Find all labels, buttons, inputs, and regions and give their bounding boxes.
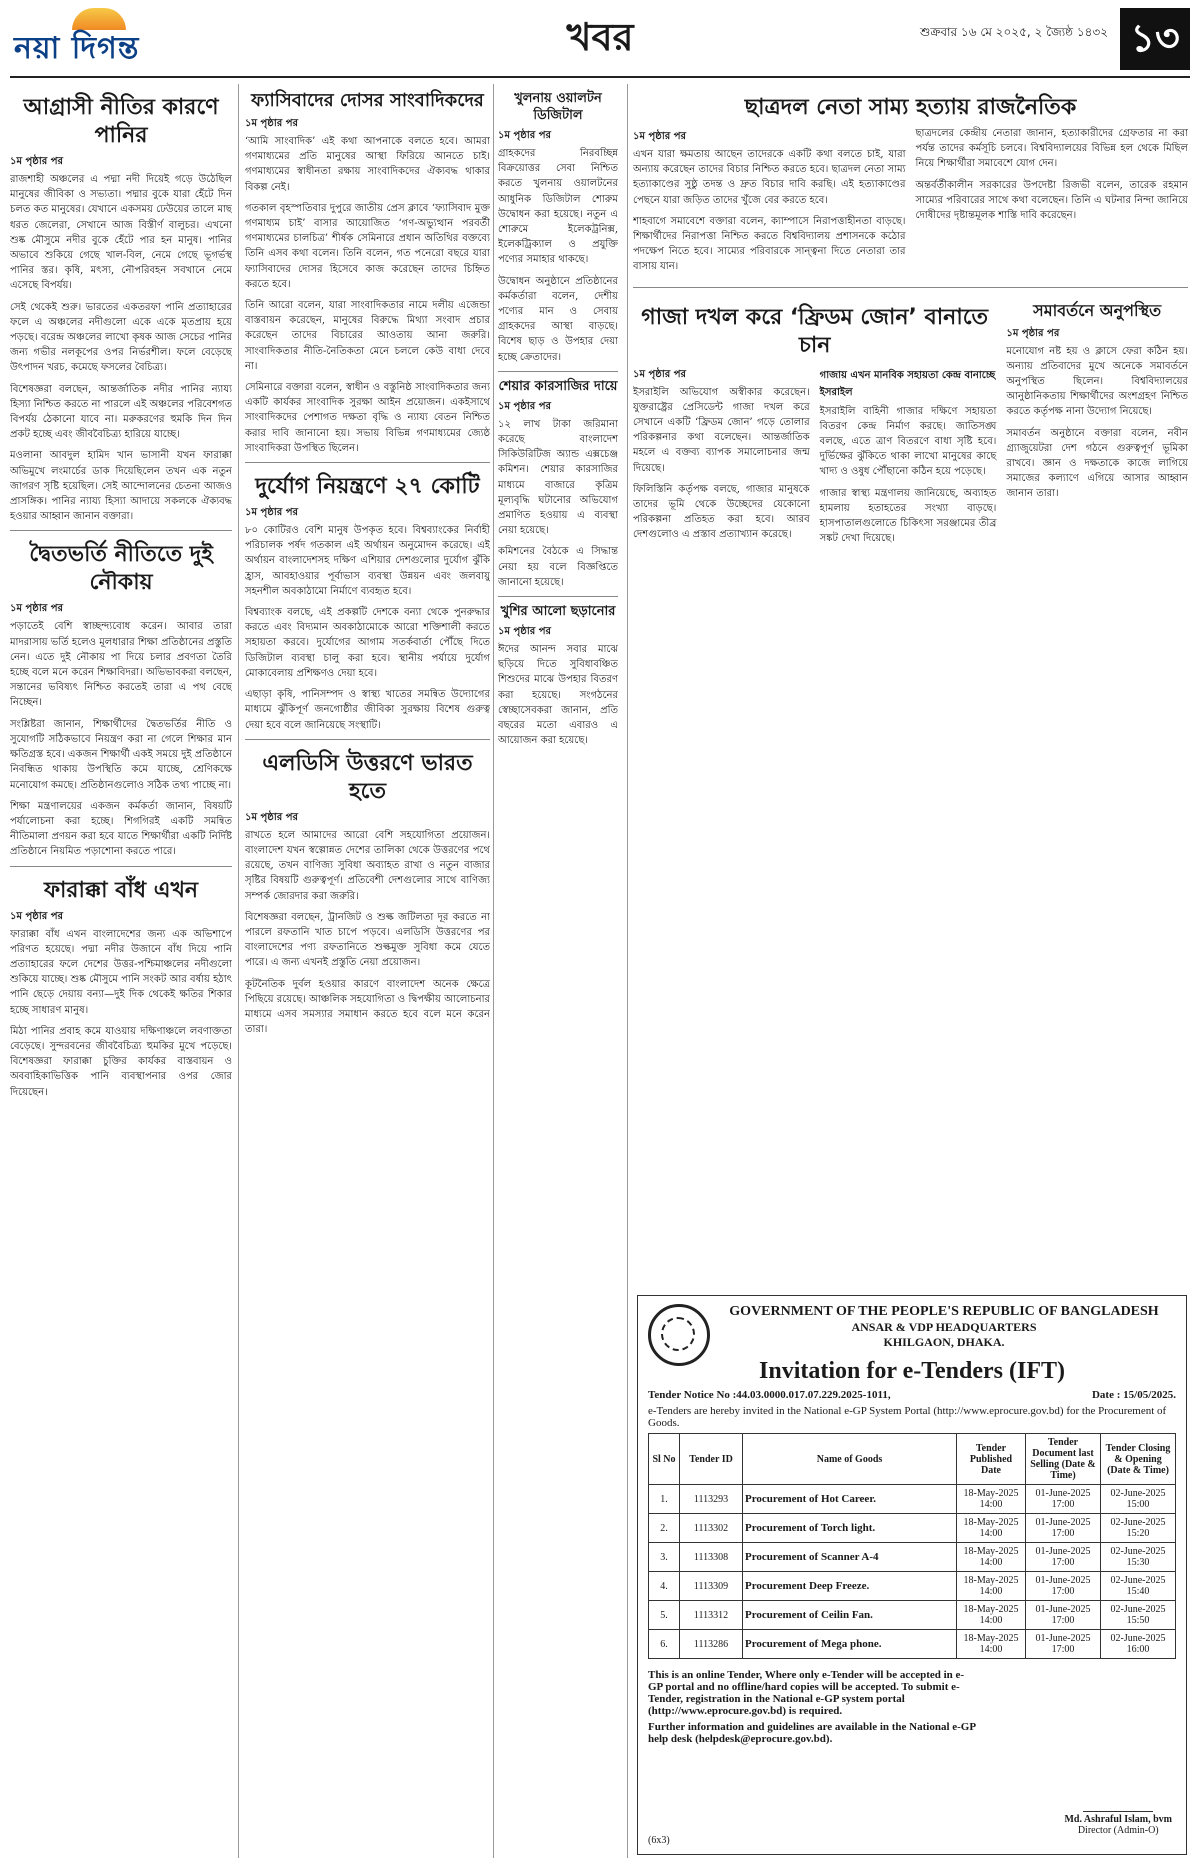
government-seal-icon [648, 1304, 710, 1366]
article-body: ছাত্রদলের কেন্দ্রীয় নেতারা জানান, হত্যাকারীদের গ্রেফতার না করা পর্যন্ত তাদের কর্মসূচি চলবে। বিশ্ববিদ্যালয়ের বিভিন্ন হল থেকে মিছিল নিয়ে শিক্ষার্থীরা সমাবেশে যোগ দেন। [915, 128, 1188, 170]
masthead-rule [10, 76, 1190, 78]
continued-label: ১ম পৃষ্ঠার পর [1006, 327, 1060, 339]
cell-sl: 3. [649, 1543, 680, 1572]
column-header: Name of Goods [743, 1434, 957, 1485]
article-body: কমিশনের বৈঠকে এ সিদ্ধান্ত নেয়া হয় বলে বিজ্ঞপ্তিতে জানানো হয়েছে। [498, 546, 618, 588]
tender-note-help: Further information and guidelines are available in the National e-GP help desk (helpdesk@eprocure.gov.bd). [648, 1721, 976, 1745]
article-body: সমাবর্তন অনুষ্ঠানে বক্তারা বলেন, নবীন গ্র্যাজুয়েটরা দেশ গঠনে গুরুত্বপূর্ণ ভূমিকা রাখবে। জ্ঞান ও দক্ষতাকে কাজে লাগিয়ে সমাজের কল্যাণে এগিয়ে আসার আহ্বান জানান তারা। [1006, 427, 1188, 500]
cell-sl: 1. [649, 1485, 680, 1514]
cell-id: 1113308 [680, 1543, 743, 1572]
section-title: খবর [566, 15, 634, 59]
table-row [649, 1514, 1176, 1543]
headline: দুর্যোগ নিয়ন্ত্রণে ২৭ কোটি [255, 474, 480, 500]
table-row [649, 1572, 1176, 1601]
table-row [649, 1630, 1176, 1659]
article-body: ৮০ কোটিরও বেশি মানুষ উপকৃত হবে। বিশ্বব্যাংকের নির্বাহী পরিচালক পর্ষদ গতকাল এই অর্থায়ন অনুমোদন করেছে। এই অর্থায়ন বাংলাদেশসহ দক্ষিণ এশিয়ার দেশগুলোর দুর্যোগ ঝুঁকি হ্রাস, আবহাওয়ার পূর্বাভাস ব্যবস্থা উন্নয়ন এবং জলবায়ু সহনশীল অবকাঠামো নির্মাণে ব্যবহৃত হবে। [245, 525, 490, 597]
article-columns [633, 364, 996, 553]
cell-id: 1113286 [680, 1630, 743, 1659]
cell-goods: Procurement of Mega phone. [743, 1630, 957, 1659]
headline: ছাত্রদল নেতা সাম্য হত্যায় রাজনৈতিক [744, 95, 1077, 120]
table-row [649, 1601, 1176, 1630]
article-body: বিশেষজ্ঞরা বলছেন, আন্তর্জাতিক নদীর পানির ন্যায্য হিস্যা নিশ্চিত করতে না পারলে এই অঞ্চলের পরিবেশগত বিপর্যয় ঠেকানো যাবে না। মরুকরণের হুমকি দিন দিন প্রকট হচ্ছে এবং জীববৈচিত্র্য হারিয়ে যাচ্ছে। [10, 383, 232, 441]
article-convocation[interactable] [1006, 294, 1188, 553]
article-body: গ্রাহকদের নিরবচ্ছিন্ন বিক্রয়োত্তর সেবা নিশ্চিত করতে খুলনায় ওয়ালটনের আধুনিক ডিজিটাল শোরুম উদ্বোধন করা হয়েছে। নতুন এ শোরুমে ইলেকট্রনিক্স, ইলেকট্রিক্যাল ও প্রযুক্তি পণ্যের সমাহার থাকছে। [498, 148, 618, 266]
article-body: অন্তর্বর্তীকালীন সরকারের উপদেষ্টা রিজভী বলেন, তারেক রহমান সাম্যের পরিবারের সাথে কথা বলেছেন। তিনি এ ঘটনার নিন্দা জানিয়ে দোষীদের দৃষ্টান্তমূলক শাস্তি দাবি করেছেন। [915, 179, 1188, 222]
headline: এলডিসি উত্তরণে ভারত হতে [262, 750, 473, 804]
tender-table [648, 1433, 1176, 1659]
article-body: শাহবাগে সমাবেশে বক্তারা বলেন, ক্যাম্পাসে নিরাপত্তাহীনতা বাড়ছে। শিক্ষার্থীদের নিরাপত্তা নিশ্চিত করতে বিশ্ববিদ্যালয় প্রশাসনকে কঠোর পদক্ষেপ নিতে হবে। সাম্যের পরিবারকে সান্ত্বনা দিতে নেতারা তার বাসায় যান। [633, 215, 906, 273]
cell-closing: 02-June-2025 15:30 [1101, 1543, 1176, 1572]
article-body: গাজার স্বাস্থ্য মন্ত্রণালয় জানিয়েছে, অব্যাহত হামলায় হতাহতের সংখ্যা বাড়ছে। হাসপাতালগুলোতে চিকিৎসা সরঞ্জামের তীব্র সঙ্কট দেখা দিয়েছে। [819, 487, 997, 545]
article-body: ফিলিস্তিনি কর্তৃপক্ষ বলছে, গাজার মানুষকে তাদের ভূমি থেকে উচ্ছেদের যেকোনো পরিকল্পনা প্রতিহত করা হবে। আরব দেশগুলোও এ প্রস্তাব প্রত্যাখ্যান করেছে। [633, 483, 810, 541]
tender-title: Invitation for e-Tenders (IFT) [759, 1358, 1065, 1384]
divider [498, 371, 618, 372]
cell-id: 1113293 [680, 1485, 743, 1514]
cell-published: 18-May-2025 14:00 [957, 1601, 1026, 1630]
column-divider [627, 84, 628, 1858]
lower-articles [633, 294, 1188, 553]
divider [245, 462, 490, 463]
tender-notice-line [648, 1389, 1176, 1401]
article-body: ঈদের আনন্দ সবার মাঝে ছড়িয়ে দিতে সুবিধাবঞ্চিত শিশুদের মাঝে উপহার বিতরণ করা হয়েছে। সংগঠনের স্বেচ্ছাসেবকরা জানান, প্রতি বছরের মতো এবারও এ আয়োজন করা হয়েছে। [498, 644, 618, 747]
article-body: এছাড়া কৃষি, পানিসম্পদ ও স্বাস্থ্য খাতের সমন্বিত উদ্যোগের মাধ্যমে ঝুঁকিপূর্ণ জনগোষ্ঠীর জীবিকা সুরক্ষায় বিশেষ গুরুত্ব দেয়া হবে বলে জানিয়েছে সংস্থাটি। [245, 689, 490, 731]
table-header-row [649, 1434, 1176, 1485]
column-divider [493, 84, 494, 1858]
signature-mark [1083, 1795, 1153, 1812]
article-body: বিশেষজ্ঞরা বলছেন, ট্রানজিট ও শুল্ক জটিলতা দূর করতে না পারলে রফতানি খাত চাপে পড়বে। এলডিসি উত্তরণের পর বাংলাদেশের পণ্য রফতানিতে শুল্কমুক্ত সুবিধা কমে যেতে পারে। এ জন্য এখনই প্রস্তুতি নেয়া প্রয়োজন। [245, 911, 490, 969]
cell-closing: 02-June-2025 15:50 [1101, 1601, 1176, 1630]
article-body: ইসরাইলি অভিযোগ অস্বীকার করেছেন। যুক্তরাষ্ট্রের প্রেসিডেন্ট গাজা দখল করে সেখানে একটি ‘ফ্রিডম জোন’ গড়ে তোলার পরিকল্পনার কথা বলেছেন। আন্তর্জাতিক মহলে এ বক্তব্য ব্যাপক সমালোচনার জন্ম দিয়েছে। [633, 386, 810, 474]
page-number: ১৩ [1120, 8, 1190, 70]
continued-label: ১ম পৃষ্ঠার পর [245, 811, 298, 823]
cell-sl: 2. [649, 1514, 680, 1543]
continued-label: ১ম পৃষ্ঠার পর [10, 603, 63, 615]
logo-text: নয়া দিগন্ত [14, 31, 140, 66]
cell-closing: 02-June-2025 15:40 [1101, 1572, 1176, 1601]
article-dual-admission[interactable] [10, 541, 232, 859]
subheadline: গাজায় এখন মানবিক সহায়তা কেন্দ্র বানাচ্ছে ইসরাইল [819, 369, 996, 398]
headline: গাজা দখল করে ‘ফ্রিডম জোন’ বানাতে চান [641, 304, 989, 358]
article-joy[interactable] [498, 603, 618, 748]
divider [10, 866, 232, 867]
cell-published: 18-May-2025 14:00 [957, 1572, 1026, 1601]
article-gaza[interactable] [633, 294, 996, 553]
dateline: শুক্রবার ১৬ মে ২০২৫, ২ জ্যৈষ্ঠ ১৪৩২ [919, 25, 1108, 39]
article-body: সংশ্লিষ্টরা জানান, শিক্ষার্থীদের দ্বৈতভর্তির নীতি ও সুযোগটি সঠিকভাবে নিয়ন্ত্রণ করা না গেলে শিক্ষার মান ক্ষতিগ্রস্ত হবে। একজন শিক্ষার্থী একই সময়ে দুই প্রতিষ্ঠানে নিবন্ধিত থাকায় উপস্থিতি কমে যাচ্ছে, শ্রেণিকক্ষে মনোযোগ কমছে। প্রতিষ্ঠানগুলোও সঠিক তথ্য পাচ্ছে না। [10, 718, 232, 791]
tender-note-online: This is an online Tender, Where only e-Tender will be accepted in e-GP portal and no offline/hard copies will be accepted. To submit e-Tender, registration in the National e-GP system portal (http://www.eprocure.gov.bd) is required. [648, 1669, 965, 1717]
article-body: ‘আমি সাংবাদিক’ এই কথা আপনাকে বলতে হবে। আমরা গণমাধ্যমের প্রতি মানুষের আস্থা ফিরিয়ে আনতে চাই। গণমাধ্যমের স্বাধীনতা রক্ষায় সাংবাদিকদের ঐক্যবদ্ধ থাকার বিকল্প নেই। [245, 136, 490, 193]
tender-date: Date : 15/05/2025. [1091, 1389, 1176, 1401]
continued-label: ১ম পৃষ্ঠার পর [10, 910, 63, 922]
cell-closing: 02-June-2025 15:20 [1101, 1514, 1176, 1543]
ad-size-code: (6x3) [648, 1835, 670, 1846]
tender-advertisement[interactable] [637, 1295, 1187, 1855]
tender-hq: ANSAR & VDP HEADQUARTERS [851, 1320, 1037, 1334]
article-journalists[interactable] [245, 90, 490, 456]
divider [245, 739, 490, 740]
cell-published: 18-May-2025 14:00 [957, 1543, 1026, 1572]
headline: শেয়ার কারসাজির দায়ে [498, 378, 618, 394]
tender-signature-block [1064, 1795, 1172, 1836]
cell-id: 1113309 [680, 1572, 743, 1601]
article-body: রাজশাহী অঞ্চলের এ পদ্মা নদী দিয়েই গড়ে উঠেছিল মানুষের জীবিকা ও সভ্যতা। পদ্মার বুকে যারা হেঁটে দিন চলত কত মানুষের। যেখানে একসময় ঢেউয়ের তালে মাছ ধরত জেলেরা, সেখানে আজ বিস্তীর্ণ বালুচর। এখনো শুষ্ক মৌসুমে নদীর বুকে হেঁটে পার হন মানুষ। পানির অভাবে শুকিয়ে গেছে খাল-বিল, নেমে গেছে ভূগর্ভস্থ পানির স্তর। কৃষি, মৎস্য, নৌপরিবহন সবখানে নেমে এসেছে বিপর্যয়। [10, 174, 232, 292]
masthead [0, 0, 1200, 86]
divider [633, 287, 1188, 288]
cell-selling: 01-June-2025 17:00 [1026, 1572, 1101, 1601]
column-4 [633, 84, 1188, 1288]
continued-label: ১ম পৃষ্ঠার পর [498, 130, 551, 141]
article-body: সেই থেকেই শুরু। ভারতের একতরফা পানি প্রত্যাহারের ফলে এ অঞ্চলের নদীগুলো একে একে মৃতপ্রায় হয়ে পড়ছে। বরেন্দ্র অঞ্চলের লাখো কৃষক আজ সেচের পানির জন্য গভীর নলকূপের ওপর নির্ভরশীল। ফলে বেড়েছে উৎপাদন খরচ, কমেছে ফসলের বৈচিত্র্য। [10, 301, 232, 374]
tender-intro: e-Tenders are hereby invited in the National e-GP System Portal (http://www.eprocure.gov.bd) for the Procurement of Goods. [648, 1405, 1167, 1429]
headline: দ্বৈতভর্তি নীতিতে দুই নৌকায় [29, 542, 213, 596]
tender-notice-no: Tender Notice No :44.03.0000.017.07.229.2025-1011, [648, 1389, 891, 1401]
headline: ফারাক্কা বাঁধ এখন [43, 877, 199, 903]
column-header: Tender Closing & Opening (Date & Time) [1101, 1434, 1176, 1485]
continued-label: ১ম পৃষ্ঠার পর [633, 131, 686, 142]
cell-selling: 01-June-2025 17:00 [1026, 1543, 1101, 1572]
continued-label: ১ম পৃষ্ঠার পর [10, 156, 63, 167]
column-header: Tender Published Date [957, 1434, 1026, 1485]
divider [10, 530, 232, 531]
article-water[interactable] [10, 94, 232, 524]
cell-selling: 01-June-2025 17:00 [1026, 1514, 1101, 1543]
continued-label: ১ম পৃষ্ঠার পর [633, 368, 686, 380]
continued-label: ১ম পৃষ্ঠার পর [245, 507, 298, 519]
article-body: মনোযোগ নষ্ট হয় ও ক্লাসে ফেরা কঠিন হয়। অন্যায় প্রতিবাদের মুখে অনেকে সমাবর্তনে অনুপস্থিত ছিলেন। বিশ্ববিদ্যালয়ের আনুষ্ঠানিকতায় শিক্ষার্থীদের অংশগ্রহণ নিশ্চিত করতে কর্তৃপক্ষ নানা উদ্যোগ নিয়েছে। [1006, 345, 1188, 418]
article-body: উদ্বোধন অনুষ্ঠানে প্রতিষ্ঠানের কর্মকর্তারা বলেন, দেশীয় পণ্যের মান ও সেবায় গ্রাহকদের আস্থা বাড়ছে। বিশেষ ছাড় ও উপহার দেয়া হচ্ছে ক্রেতাদের। [498, 275, 618, 363]
cell-goods: Procurement of Scanner A-4 [743, 1543, 957, 1572]
article-body: গতকাল বৃহস্পতিবার দুপুরে জাতীয় প্রেস ক্লাবে ‘ফ্যাসিবাদ মুক্ত গণমাধ্যম চাই’ বাসার আয়োজিত ‘গণ-অভ্যুত্থান পরবর্তী গণমাধ্যমের চালচিত্র’ শীর্ষক সেমিনারে প্রধান অতিথির বক্তব্যে তিনি এসব কথা বলেন। তিনি বলেন, গত পনেরো বছরে যারা ফ্যাসিবাদের দোসর হিসেবে কাজ করেছেন তাদের চিহ্নিত করতে হবে। [245, 202, 490, 290]
cell-published: 18-May-2025 14:00 [957, 1514, 1026, 1543]
article-columns [633, 126, 1188, 281]
tender-place: KHILGAON, DHAKA. [883, 1335, 1005, 1349]
cell-published: 18-May-2025 14:00 [957, 1630, 1026, 1659]
article-farakka[interactable] [10, 877, 232, 1100]
article-body: সেমিনারে বক্তারা বলেন, স্বাধীন ও বস্তুনিষ্ঠ সাংবাদিকতার জন্য একটি কার্যকর সাংবাদিক সুরক্ষা আইন প্রয়োজন। একইসাথে সাংবাদিকদের পেশাগত দক্ষতা বৃদ্ধি ও ন্যায্য বেতন নিশ্চিত করার দাবি জানানো হয়। সভায় বিভিন্ন গণমাধ্যমের জ্যেষ্ঠ সাংবাদিকরা উপস্থিত ছিলেন। [245, 382, 490, 454]
article-body: শিক্ষা মন্ত্রণালয়ের একজন কর্মকর্তা জানান, বিষয়টি পর্যালোচনা করা হচ্ছে। শিগগিরই একটি সমন্বিত নীতিমালা প্রণয়ন করা হবে যাতে শিক্ষার্থীরা একটি নির্দিষ্ট প্রতিষ্ঠানে নিয়মিত পড়াশোনা করতে পারে। [10, 800, 232, 858]
cell-goods: Procurement of Torch light. [743, 1514, 957, 1543]
article-body: পড়াতেই বেশি স্বাচ্ছন্দ্যবোধ করেন। আবার তারা মাদরাসায় ভর্তি হলেও মূলধারার শিক্ষা প্রতিষ্ঠানের প্রস্তুতি নেন। এতে দুই নৌকায় পা দিয়ে চলার প্রবণতা তৈরি হচ্ছে বলে মনে করেন শিক্ষাবিদরা। অভিভাবকরা বলছেন, সন্তানের ভবিষ্যৎ নিশ্চিত করতেই তারা এ পথ বেছে নিচ্ছেন। [10, 621, 232, 709]
headline: ফ্যাসিবাদের দোসর সাংবাদিকদের [251, 90, 484, 111]
column-1 [10, 84, 232, 1858]
article-body: বিশ্বব্যাংক বলছে, এই প্রকল্পটি দেশকে বন্যা থেকে পুনরুদ্ধার করতে এবং বিদ্যমান অবকাঠামোকে আরো শক্তিশালী করতে সহায়তা করবে। দুর্যোগের আগাম সতর্কবার্তা পৌঁছে দিতে ডিজিটাল ব্যবস্থা চালু করা হবে। স্থানীয় পর্যায়ে দুর্যোগ মোকাবেলায় প্রশিক্ষণও দেয়া হবে। [245, 607, 490, 679]
article-body: মওলানা আবদুল হামিদ খান ভাসানী যখন ফারাক্কা অভিমুখে লংমার্চের ডাক দিয়েছিলেন তখন এক নতুন জাগরণ সৃষ্টি হয়েছিল। সেই আন্দোলনের চেতনা আজও প্রাসঙ্গিক। পানির ন্যায্য হিস্যা আদায়ে সকলকে ঐক্যবদ্ধ হওয়ার আহ্বান জানান বক্তারা। [10, 450, 232, 523]
cell-closing: 02-June-2025 15:00 [1101, 1485, 1176, 1514]
cell-goods: Procurement of Hot Career. [743, 1485, 957, 1514]
cell-selling: 01-June-2025 17:00 [1026, 1485, 1101, 1514]
headline: সমাবর্তনে অনুপস্থিত [1033, 300, 1162, 320]
cell-id: 1113302 [680, 1514, 743, 1543]
continued-label: ১ম পৃষ্ঠার পর [498, 626, 551, 638]
article-body: মিঠা পানির প্রবাহ কমে যাওয়ায় দক্ষিণাঞ্চলে লবণাক্ততা বেড়েছে। সুন্দরবনের জীববৈচিত্র্য হুমকির মুখে পড়েছে। বিশেষজ্ঞরা ফারাক্কা চুক্তির কার্যকর বাস্তবায়ন ও অববাহিকাভিত্তিক পানি ব্যবস্থাপনার ওপর জোর দিয়েছেন। [10, 1025, 232, 1098]
cell-closing: 02-June-2025 16:00 [1101, 1630, 1176, 1659]
article-body: রাখতে হলে আমাদের আরো বেশি সহযোগিতা প্রয়োজন। বাংলাদেশ যখন স্বল্পোন্নত দেশের তালিকা থেকে উত্তরণের পথে রয়েছে, তখন বাণিজ্য সুবিধা অব্যাহত রাখা ও নতুন বাজার সৃষ্টির বিষয়টি গুরুত্বপূর্ণ। প্রতিবেশী দেশগুলোর সাথে বাণিজ্য সম্পর্ক জোরদার করা জরুরি। [245, 829, 490, 902]
cell-id: 1113312 [680, 1601, 743, 1630]
headline: খুশির আলো ছড়ানোর [500, 604, 616, 620]
table-row [649, 1543, 1176, 1572]
article-body: ইসরাইলি বাহিনী গাজার দক্ষিণে সহায়তা বিতরণ কেন্দ্র নির্মাণ করছে। জাতিসঙ্ঘ বলছে, এতে ত্রাণ বিতরণে বাধা সৃষ্টি হবে। দুর্ভিক্ষের ঝুঁকিতে থাকা লাখো মানুষের কাছে খাদ্য ও ওষুধ পৌঁছানো কঠিন হয়ে পড়েছে। [819, 405, 997, 478]
cell-selling: 01-June-2025 17:00 [1026, 1630, 1101, 1659]
article-body: এখন যারা ক্ষমতায় আছেন তাদেরকে একটি কথা বলতে চাই, যারা অন্যায় করেছেন তাদের বিচার নিশ্চিত করতে হবে। ছাত্রদল নেতা সাম্য হত্যাকাণ্ডের সুষ্ঠু তদন্ত ও দ্রুত বিচার দাবি করছি। এই হত্যাকাণ্ডের পেছনে যারা জড়িত তাদের খুঁজে বের করতে হবে। [633, 149, 906, 206]
article-body: কূটনৈতিক দুর্বল হওয়ার কারণে বাংলাদেশ অনেক ক্ষেত্রে পিছিয়ে রয়েছে। আঞ্চলিক সহযোগিতা ও দ্বিপক্ষীয় আলোচনার মাধ্যমে এসব সমস্যার সমাধান করতে হবে বলে মনে করেন তারা। [245, 978, 490, 1036]
article-share[interactable] [498, 378, 618, 590]
column-header: Tender Document last Selling (Date & Time) [1026, 1434, 1101, 1485]
article-ldc[interactable] [245, 750, 490, 1038]
cell-goods: Procurement of Ceilin Fan. [743, 1601, 957, 1630]
column-divider [238, 84, 239, 1858]
article-body: ১২ লাখ টাকা জরিমানা করেছে বাংলাদেশ সিকিউরিটিজ অ্যান্ড এক্সচেঞ্জ কমিশন। শেয়ার কারসাজির মাধ্যমে বাজারে কৃত্রিম মূল্যবৃদ্ধি ঘটানোর অভিযোগ প্রমাণিত হওয়ায় এ ব্যবস্থা নেয়া হয়েছে। [498, 418, 618, 537]
divider [498, 596, 618, 597]
article-walton[interactable] [498, 90, 618, 365]
column-2 [245, 84, 490, 1858]
column-header: Tender ID [680, 1434, 743, 1485]
headline: আগ্রাসী নীতির কারণে পানির [23, 95, 219, 148]
column-header: Sl No [649, 1434, 680, 1485]
article-disaster[interactable] [245, 473, 490, 733]
cell-sl: 4. [649, 1572, 680, 1601]
signer-title: Director (Admin-O) [1077, 1825, 1159, 1836]
tender-government: GOVERNMENT OF THE PEOPLE'S REPUBLIC OF BANGLADESH [729, 1304, 1159, 1319]
signer-name: Md. Ashraful Islam, bvm [1064, 1814, 1172, 1825]
table-row [649, 1485, 1176, 1514]
headline: খুলনায় ওয়ালটন ডিজিটাল [514, 91, 602, 123]
cell-selling: 01-June-2025 17:00 [1026, 1601, 1101, 1630]
article-body: ফারাক্কা বাঁধ এখন বাংলাদেশের জন্য এক অভিশাপে পরিণত হয়েছে। পদ্মা নদীর উজানে বাঁধ দিয়ে পানি প্রত্যাহারের ফলে দেশের উত্তর-পশ্চিমাঞ্চলের নদীগুলো শুকিয়ে যাচ্ছে। শুষ্ক মৌসুমে পানি সংকট আর বর্ষায় হঠাৎ পানি ছেড়ে দেয়ায় বন্যা—দুই দিক থেকেই ক্ষতির শিকার হচ্ছে সাধারণ মানুষ। [10, 928, 232, 1016]
continued-label: ১ম পৃষ্ঠার পর [498, 400, 551, 412]
cell-goods: Procurement Deep Freeze. [743, 1572, 957, 1601]
article-body: তিনি আরো বলেন, যারা সাংবাদিকতার নামে দলীয় এজেন্ডা বাস্তবায়ন করেছেন, মানুষের বিরুদ্ধে মিথ্যা সংবাদ প্রচার করেছেন তাদের বিচারের আওতায় আনা জরুরি। সাংবাদিকতার নীতি-নৈতিকতা মেনে চললে কেউ বাধা দেবে না। [245, 300, 490, 372]
cell-sl: 6. [649, 1630, 680, 1659]
continued-label: ১ম পৃষ্ঠার পর [245, 118, 298, 129]
cell-sl: 5. [649, 1601, 680, 1630]
column-3 [498, 84, 618, 1858]
cell-published: 18-May-2025 14:00 [957, 1485, 1026, 1514]
article-samya[interactable] [633, 94, 1188, 281]
